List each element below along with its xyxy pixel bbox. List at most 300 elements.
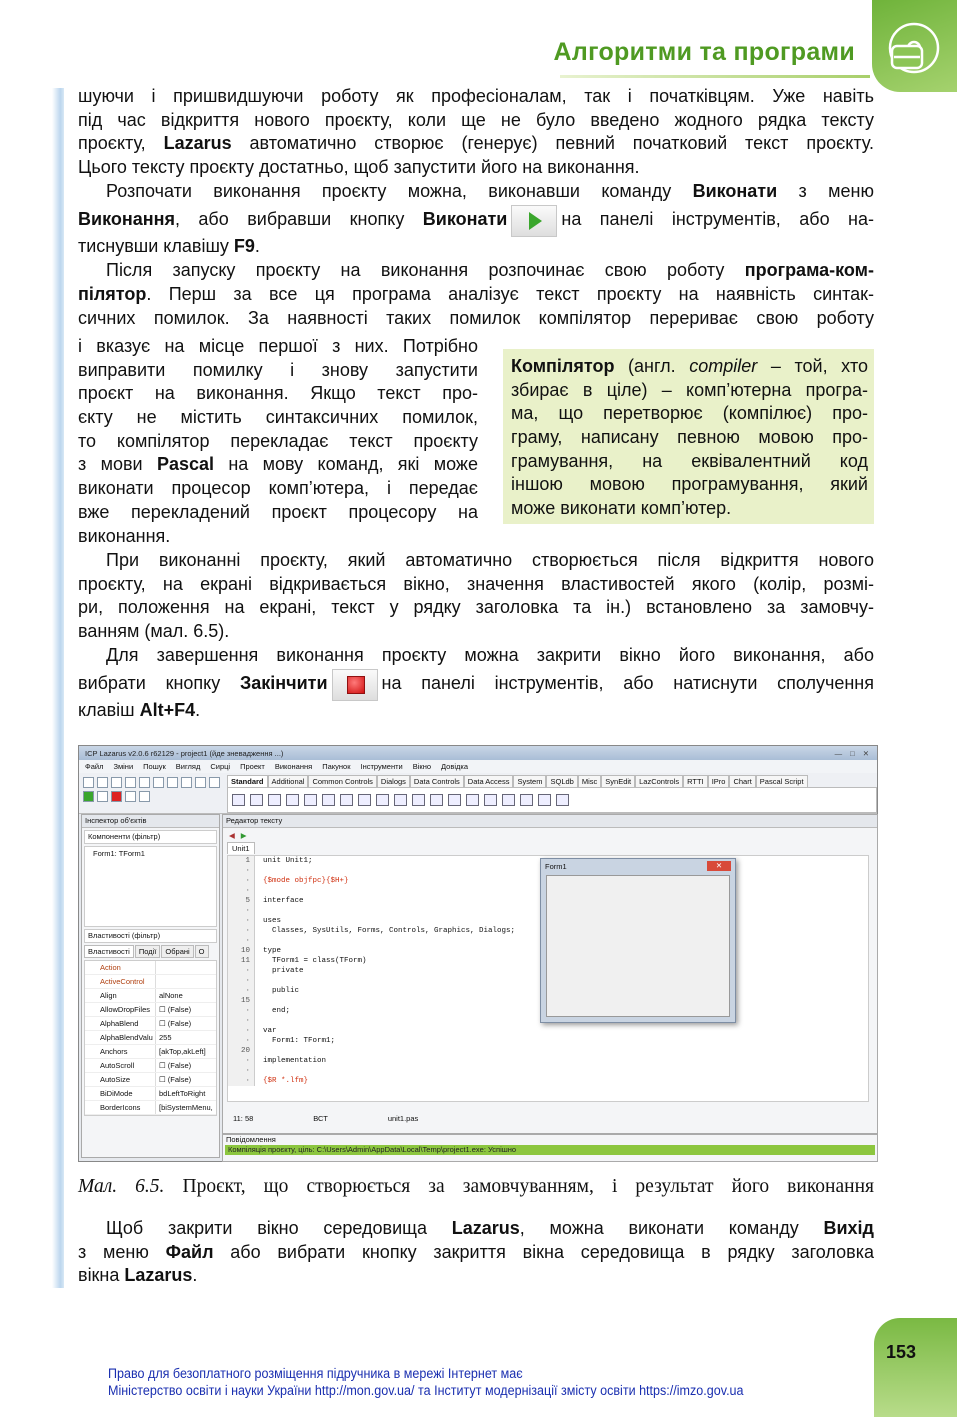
palette-tab[interactable]: Data Access	[464, 775, 514, 787]
inspector-tab[interactable]: Обрані	[161, 945, 193, 958]
text-segment: проєкту, на екрані відкривається вікно, значення властивостей якого (колір, розмі-	[78, 573, 874, 594]
text-line	[78, 359, 478, 383]
form1-body	[546, 875, 730, 1017]
property-value[interactable]: bdLeftToRight	[159, 1089, 206, 1098]
play-icon	[529, 212, 542, 230]
palette-tab[interactable]: System	[513, 775, 546, 787]
line-number: ·	[228, 916, 254, 926]
text-segment: іншою мовою програмування, який	[511, 474, 868, 495]
menu-item[interactable]: Пошук	[143, 762, 166, 771]
text-line	[78, 667, 874, 699]
palette-tab[interactable]: Pascal Script	[756, 775, 808, 787]
toolbar-buttons	[79, 773, 227, 813]
text-line	[78, 501, 478, 525]
page-tab	[874, 1318, 957, 1417]
text-line	[78, 180, 874, 204]
edit-icon[interactable]	[322, 794, 335, 806]
line-number: ·	[228, 876, 254, 886]
definition-box	[503, 349, 874, 524]
form1-window[interactable]	[540, 858, 736, 1023]
code-text: TForm1 = class(TForm)	[254, 956, 367, 966]
intro-text	[78, 85, 874, 330]
code-text: uses	[254, 916, 281, 926]
line-number: ·	[228, 986, 254, 996]
line-number: ·	[228, 1036, 254, 1046]
code-text: Form1: TForm1;	[254, 1036, 335, 1046]
palette-tab[interactable]: Dialogs	[377, 775, 410, 787]
text-line	[78, 453, 478, 477]
editor-status	[227, 1111, 873, 1125]
object-inspector	[81, 814, 220, 1158]
palette-tab[interactable]: SynEdit	[601, 775, 635, 787]
property-row[interactable]	[85, 975, 216, 989]
combobox-icon[interactable]	[430, 794, 443, 806]
text-line	[511, 426, 868, 450]
line-number: ·	[228, 1026, 254, 1036]
text-segment: з меню	[78, 1241, 166, 1262]
panel-icon[interactable]	[520, 794, 533, 806]
caption-text: Проєкт, що створюється за замовчуванням, і результат його виконання	[164, 1176, 874, 1197]
ide-titlebar	[79, 746, 877, 760]
actionlist-icon[interactable]	[556, 794, 569, 806]
tree-item-form1[interactable]: Form1: TForm1	[93, 849, 145, 858]
stop-button-image	[332, 669, 378, 701]
text-line	[511, 450, 868, 474]
property-row[interactable]	[85, 1087, 216, 1101]
stop-icon[interactable]	[111, 791, 122, 802]
property-name: AlphaBlendValu	[85, 1031, 156, 1044]
forms-icon[interactable]	[195, 777, 206, 788]
line-number: ·	[228, 886, 254, 896]
text-line	[78, 283, 874, 307]
pointer-icon[interactable]	[232, 794, 245, 806]
text-segment: на панелі інструментів, або на-	[561, 209, 874, 230]
new-form-icon[interactable]	[97, 777, 108, 788]
property-name: AllowDropFiles	[85, 1003, 156, 1016]
palette-tab[interactable]: Standard	[227, 775, 268, 787]
cursor-position: 11: 58	[233, 1113, 254, 1123]
checkbox-icon[interactable]	[376, 794, 389, 806]
property-value[interactable]: ☐ (False)	[159, 1061, 192, 1070]
mainmenu-icon[interactable]	[250, 794, 263, 806]
groupbox-icon[interactable]	[466, 794, 479, 806]
text-segment: , або вибравши кнопку	[174, 209, 423, 230]
text-line	[78, 430, 478, 454]
property-value[interactable]: ☐ (False)	[159, 1005, 192, 1014]
line-number: 1	[228, 856, 254, 866]
code-text	[254, 996, 263, 1006]
property-row[interactable]	[85, 1073, 216, 1087]
bold-term: Lazarus	[451, 1218, 520, 1238]
closing-text	[78, 1217, 874, 1288]
property-row[interactable]	[85, 1031, 216, 1045]
text-segment: вибрати кнопку	[78, 673, 240, 694]
text-segment: виконати процесор комп’ютера, і передає	[78, 478, 478, 499]
code-text: public	[254, 986, 299, 996]
text-segment: клавіш	[78, 700, 140, 721]
listbox-icon[interactable]	[412, 794, 425, 806]
code-text	[254, 936, 263, 946]
line-number: ·	[228, 966, 254, 976]
figure-caption	[78, 1176, 874, 1198]
editor-toolbar	[223, 828, 877, 842]
text-segment: грамування, на еквівалентний код	[511, 450, 868, 471]
step-over-icon[interactable]	[139, 791, 150, 802]
line-number: 5	[228, 896, 254, 906]
text-line	[511, 402, 868, 426]
text-segment: Щоб закрити вікно середовища	[106, 1218, 452, 1238]
code-text: var	[254, 1026, 277, 1036]
bold-term: F9	[233, 236, 255, 257]
jump-forward-icon[interactable]: ▶	[240, 830, 247, 840]
property-row[interactable]	[85, 989, 216, 1003]
text-segment: , можна виконати команду	[519, 1218, 824, 1238]
code-line	[228, 1026, 868, 1036]
popupmenu-icon[interactable]	[268, 794, 281, 806]
property-name: AutoScroll	[85, 1059, 156, 1072]
text-segment: вікна	[78, 1265, 125, 1286]
menu-item[interactable]: Сирці	[210, 762, 231, 771]
file-name: unit1.pas	[387, 1113, 419, 1123]
palette-tab[interactable]: RTTI	[683, 775, 708, 787]
menu-item[interactable]: Інструменти	[360, 762, 403, 771]
text-segment: Розпочати виконання проєкту можна, виконавши команду	[106, 180, 693, 201]
text-segment: автоматично створює (генерує) певний початковий текст проєкту.	[231, 133, 874, 154]
execution-text	[78, 549, 874, 723]
text-line	[78, 335, 478, 359]
code-text	[254, 866, 263, 876]
palette-tabs	[227, 775, 877, 787]
text-segment: проєкт на виконання. Якщо текст про-	[78, 383, 478, 404]
text-segment: . Перш за все ця програма аналізує текст проєкту на наявність синтак-	[146, 283, 874, 304]
text-segment: з меню	[777, 180, 874, 201]
text-line	[78, 1264, 874, 1288]
definition-text	[511, 355, 868, 521]
text-line	[78, 477, 478, 501]
messages-title: Повідомлення	[226, 1135, 276, 1144]
text-line	[78, 132, 874, 156]
scrollbar-icon[interactable]	[448, 794, 461, 806]
text-segment: Після запуску проєкту на виконання розпочинає свою роботу	[106, 260, 745, 281]
text-segment: .	[195, 700, 201, 721]
button-icon[interactable]	[286, 794, 299, 806]
property-value[interactable]: [akTop,akLeft]	[159, 1047, 206, 1056]
text-line	[78, 644, 874, 668]
palette-tab[interactable]: Chart	[729, 775, 755, 787]
code-line	[228, 1066, 868, 1076]
close-icon[interactable]: ✕	[862, 748, 869, 758]
bold-term: Компілятор	[511, 356, 615, 376]
messages-panel	[222, 1134, 878, 1162]
code-text: end;	[254, 1006, 290, 1016]
save-icon[interactable]	[125, 777, 136, 788]
radiobutton-icon[interactable]	[394, 794, 407, 806]
line-number: ·	[228, 1006, 254, 1016]
toggle-icon[interactable]	[153, 777, 164, 788]
open-icon[interactable]	[111, 777, 122, 788]
text-line	[78, 406, 478, 430]
properties-grid	[84, 960, 217, 1116]
text-segment: При виконанні проєкту, який автоматично створюється після відкриття нового	[106, 550, 874, 570]
line-number: ·	[228, 1056, 254, 1066]
text-line	[78, 1217, 874, 1241]
code-text: private	[254, 966, 304, 976]
line-number: ·	[228, 1016, 254, 1026]
text-segment: проєкту,	[78, 133, 164, 154]
units-icon[interactable]	[181, 777, 192, 788]
insert-mode: ВСТ	[313, 1113, 328, 1123]
menu-item[interactable]: Пакунок	[322, 762, 351, 771]
text-segment: сичних помилок. За наявності таких помилок компілятор перериває свою роботу	[78, 307, 874, 328]
maximize-icon[interactable]: □	[850, 748, 855, 758]
lazarus-screenshot	[78, 745, 878, 1162]
menu-item[interactable]: Файл	[85, 762, 104, 771]
caption-label: Мал. 6.5.	[78, 1176, 165, 1197]
line-number: ·	[228, 976, 254, 986]
stop-icon	[347, 676, 365, 694]
inspector-title: Інспектор об'єктів	[82, 815, 219, 828]
chapter-corner	[872, 0, 957, 92]
palette-tab[interactable]: Data Controls	[410, 775, 464, 787]
palette-tab[interactable]: Misc	[578, 775, 601, 787]
bold-term: Виконати	[692, 180, 778, 201]
footer-line-2: Міністерство освіти і науки України http://mon.gov.ua/ та Інститут модернізації змісту освіти https://imzo.gov.ua	[108, 1383, 744, 1398]
disc-icon	[886, 20, 942, 76]
chapter-title: Алгоритми та програми	[553, 38, 855, 66]
frame-icon[interactable]	[538, 794, 551, 806]
text-segment: .	[192, 1265, 198, 1286]
property-value[interactable]: 255	[159, 1033, 172, 1042]
text-line	[78, 307, 874, 331]
editor-title: Редактор тексту	[223, 815, 877, 828]
run-button-image	[511, 205, 557, 237]
property-name: Action	[85, 961, 156, 974]
code-text: {$R *.lfm}	[254, 1076, 308, 1086]
code-text: unit Unit1;	[254, 856, 313, 866]
palette-components	[227, 787, 877, 813]
text-segment: (англ.	[614, 356, 690, 376]
inspector-tab[interactable]: Події	[135, 945, 161, 958]
label-icon[interactable]	[304, 794, 317, 806]
property-name: Anchors	[85, 1045, 156, 1058]
bold-term: Alt+F4	[139, 700, 196, 721]
text-segment: тиснувши клавішу	[78, 236, 234, 257]
radiogroup-icon[interactable]	[484, 794, 497, 806]
property-value[interactable]: alNone	[159, 991, 183, 1000]
line-number: 11	[228, 956, 254, 966]
run-icon[interactable]	[83, 791, 94, 802]
text-segment: то компілятор перекладає текст проєкту	[78, 430, 478, 451]
property-row[interactable]	[85, 1003, 216, 1017]
line-number: ·	[228, 1076, 254, 1086]
build-icon[interactable]	[209, 777, 220, 788]
property-row[interactable]	[85, 1059, 216, 1073]
menu-item[interactable]: Вікно	[412, 762, 432, 771]
footer-line-1: Право для безоплатного розміщення підручника в мережі Інтернет має	[108, 1366, 523, 1381]
property-name: BorderIcons	[85, 1101, 156, 1114]
property-value[interactable]	[156, 961, 159, 974]
text-line	[78, 203, 874, 235]
line-number: ·	[228, 926, 254, 936]
line-number: 20	[228, 1046, 254, 1056]
code-text: interface	[254, 896, 304, 906]
bold-term: Вихід	[823, 1218, 874, 1238]
property-value[interactable]: [biSystemMenu,	[159, 1103, 213, 1112]
property-row[interactable]	[85, 1101, 216, 1115]
bold-term: Закінчити	[239, 673, 328, 694]
component-tree	[84, 846, 217, 927]
compiler-text	[78, 335, 478, 548]
text-segment: єкту не містить синтаксичних помилок,	[78, 407, 478, 428]
text-line	[511, 497, 868, 521]
pause-icon[interactable]	[97, 791, 108, 802]
text-segment: на мову команд, які може	[214, 454, 478, 475]
italic-term: compiler	[689, 356, 758, 376]
palette-tab[interactable]: LazControls	[635, 775, 683, 787]
code-text	[254, 1066, 263, 1076]
line-number: ·	[228, 866, 254, 876]
memo-icon[interactable]	[340, 794, 353, 806]
line-number: ·	[228, 936, 254, 946]
text-line	[78, 156, 874, 180]
menu-item[interactable]: Вигляд	[175, 762, 201, 771]
property-value[interactable]: ☐ (False)	[159, 1075, 192, 1084]
code-line	[228, 1036, 868, 1046]
property-row[interactable]	[85, 1045, 216, 1059]
text-line	[78, 85, 874, 109]
property-name: AlphaBlend	[85, 1017, 156, 1030]
property-row[interactable]	[85, 1017, 216, 1031]
togglebox-icon[interactable]	[358, 794, 371, 806]
code-text: Classes, SysUtils, Forms, Controls, Graphics, Dialogs;	[254, 926, 515, 936]
text-segment: Для завершення виконання проєкту можна закрити вікно його виконання, або	[106, 644, 874, 665]
bold-term: Виконати	[422, 209, 508, 230]
text-segment: Цього тексту проєкту достатньо, щоб запустити його на виконання.	[78, 157, 640, 178]
form1-close-icon[interactable]: ✕	[707, 861, 731, 871]
code-text: type	[254, 946, 281, 956]
property-name: ActiveControl	[85, 975, 156, 988]
code-text	[254, 906, 263, 916]
text-segment: – той, хто	[757, 356, 868, 376]
compile-message: Компіляція проєкту, ціль: C:\Users\Admin\AppData\Local\Temp\project1.exe: Успішно	[225, 1145, 875, 1155]
text-segment: граму, написану певною мовою про-	[511, 427, 868, 448]
text-segment: виконання.	[78, 525, 171, 546]
text-segment: може виконати комп’ютер.	[511, 498, 732, 519]
component-palette	[227, 773, 877, 813]
bold-term: Виконання	[78, 209, 175, 230]
margin-bar	[52, 88, 64, 1288]
ide-menubar	[79, 760, 877, 773]
menu-item[interactable]: Проект	[240, 762, 265, 771]
tab-unit1[interactable]: Unit1	[227, 842, 255, 854]
text-segment: ванням (мал. 6.5).	[78, 621, 230, 642]
palette-tab[interactable]: SQLdb	[546, 775, 577, 787]
menu-item[interactable]: Довідка	[441, 762, 468, 771]
text-line	[78, 620, 874, 644]
text-line	[78, 573, 874, 597]
line-number: ·	[228, 906, 254, 916]
step-into-icon[interactable]	[125, 791, 136, 802]
bold-term: Pascal	[156, 454, 214, 475]
property-name: Align	[85, 989, 156, 1002]
text-segment: виправити помилку і знову запустити	[78, 359, 478, 380]
properties-filter-input[interactable]: Властивості (фільтр)	[84, 929, 217, 943]
bold-term: пілятор	[78, 283, 147, 304]
bold-term: Lazarus	[163, 133, 232, 154]
property-name: AutoSize	[85, 1073, 156, 1086]
menu-item[interactable]: Виконання	[274, 762, 313, 771]
property-value[interactable]	[156, 975, 159, 988]
view-icon[interactable]	[167, 777, 178, 788]
palette-tab[interactable]: IPro	[708, 775, 730, 787]
minimize-icon[interactable]: —	[834, 748, 843, 758]
inspector-tabs	[84, 945, 217, 958]
header-divider	[560, 75, 870, 78]
line-number: ·	[228, 1066, 254, 1076]
property-name: BiDiMode	[85, 1087, 156, 1100]
text-line	[78, 382, 478, 406]
text-line	[511, 379, 868, 403]
code-text	[254, 976, 263, 986]
code-line	[228, 1076, 868, 1086]
inspector-tab[interactable]: О	[195, 945, 209, 958]
bold-term: Файл	[165, 1241, 214, 1262]
menu-item[interactable]: Зміни	[113, 762, 134, 771]
ide-title: ICP Lazarus v2.0.6 r62129 - project1 (йде зневадження ...)	[85, 748, 284, 758]
inspector-tab[interactable]: Властивості	[84, 945, 134, 958]
code-text: {$mode objfpc}{$H+}	[254, 876, 349, 886]
ide-toolbar	[79, 773, 877, 814]
jump-back-icon[interactable]: ◀	[229, 830, 235, 840]
text-segment: і вказує на місце першої з них. Потрібно	[78, 336, 478, 356]
line-number: 15	[228, 996, 254, 1006]
footer-notice	[108, 1365, 744, 1399]
text-line	[78, 109, 874, 133]
text-segment: шуючи і пришвидшуючи роботу як професіоналам, так і початківцям. Уже навіть	[78, 86, 874, 106]
new-icon[interactable]	[83, 777, 94, 788]
text-line	[78, 525, 478, 549]
text-line	[511, 473, 868, 497]
page-number: 153	[886, 1342, 917, 1362]
save-all-icon[interactable]	[139, 777, 150, 788]
text-segment: .	[254, 236, 260, 257]
text-segment: ри, положення на екрані, текст у рядку заголовка та ін.) встановлено за замовчу-	[78, 597, 874, 618]
text-segment: під час відкриття нового проєкту, коли ще не було введено жодного рядка тексту	[78, 109, 874, 130]
text-line	[78, 596, 874, 620]
code-text	[254, 886, 263, 896]
text-segment: з мови	[78, 454, 157, 475]
text-line	[78, 699, 874, 723]
palette-tab[interactable]: Additional	[268, 775, 309, 787]
code-text	[254, 1016, 263, 1026]
bold-term: Lazarus	[124, 1265, 193, 1286]
text-segment: або вибрати кнопку закриття вікна середовища в рядку заголовка	[213, 1241, 874, 1262]
code-line	[228, 1046, 868, 1056]
components-filter-input[interactable]: Компоненти (фільтр)	[84, 830, 217, 844]
text-segment: на панелі інструментів, або натиснути сполучення	[381, 673, 874, 694]
text-segment: збирає в ціле) – комп’ютерна програ-	[511, 379, 868, 400]
text-line	[78, 549, 874, 573]
text-segment: вже перекладений проєкт процесору на	[78, 501, 478, 522]
property-row[interactable]	[85, 961, 216, 975]
text-segment: ма, що перетворює (компілює) про-	[511, 403, 868, 424]
line-number: 10	[228, 946, 254, 956]
checkgroup-icon[interactable]	[502, 794, 515, 806]
form1-title: Form1	[545, 861, 567, 871]
code-text: implementation	[254, 1056, 326, 1066]
property-value[interactable]: ☐ (False)	[159, 1019, 192, 1028]
palette-tab[interactable]: Common Controls	[308, 775, 376, 787]
